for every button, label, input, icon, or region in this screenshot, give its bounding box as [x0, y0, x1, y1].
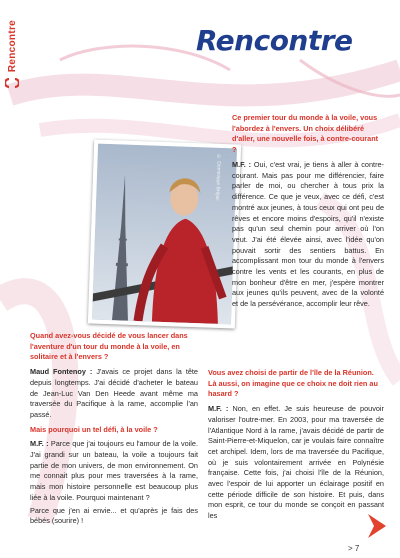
left-column [30, 331, 198, 551]
chevron-right-icon[interactable] [364, 512, 390, 540]
question-left-2: Mais pourquoi un tel défi, à la voile ? [30, 424, 158, 434]
photo-credit: © Dominique Bréjac [214, 153, 222, 201]
right-column-top [232, 113, 384, 160]
page-title: Rencontre [196, 24, 353, 57]
answer-left-2-text: Parce que j'ai toujours eu l'amour de la voile. J'ai grandi sur un bateau, la voile a toujours fait partie de mon univers, de mon environnement. On me connait plus pour mes traversées à la rame, mais mon histoire personnelle est beaucoup plus liée à la voile. Pourquoi maintenant ? [30, 439, 198, 502]
loop-icon [5, 76, 19, 90]
page-number: > 7 [348, 544, 360, 553]
section-label [2, 20, 22, 150]
section-label-text: Rencontre [6, 20, 18, 73]
answer-2-text: Non, en effet. Je suis heureuse de pouvoir valoriser l'outre-mer. En 2003, pour ma traversée de l'Atlantique Nord à la rame, j'avais décidé de partir de Saint-Pierre-et-Miquelon, car je voulais faire connaître cet archipel. Idem, lors de ma traversée du Pacifique, où je suis volontairement arrivée en Polynésie française. Cette fois, j'ai choisi l'île de la Réunion, avec l'espoir de lui apporter un éclairage positif en cette période difficile de son histoire. Et puis, dans mon esprit, ce tour du monde se conçoit en passant les [208, 404, 384, 521]
question-2: Vous avez choisi de partir de l'île de la Réunion. Là aussi, on imagine que ce choix ne doit rien au hasard ? [208, 368, 378, 399]
answer-left-1-text: J'avais ce projet dans la tête depuis longtemps. J'ai décidé d'acheter le bateau de Jean-Luc Van Den Heede avant même ma traversée du Pacifique à la rame, accomplie l'an passé. [30, 367, 198, 419]
answer-left-2-extra: Parce que j'en ai envie... et qu'après je fais des bébés (sourire) ! [30, 505, 198, 526]
question-left-1: Quand avez-vous décidé de vous lancer dans l'aventure d'un tour du monde à la voile, en solitaire et à l'envers ? [30, 331, 188, 362]
question-1: Ce premier tour du monde à la voile, vous l'abordez à l'envers. Un choix délibéré d'aller, une nouvelle fois, à contre-courant ? [232, 113, 379, 155]
right-column-bottom [208, 368, 384, 548]
answer-left-1-speaker: Maud Fontenoy : [30, 367, 93, 377]
answer-1-speaker: M.F. : [232, 160, 252, 169]
answer-1-block [232, 160, 384, 328]
portrait-photo [88, 139, 241, 328]
answer-2-speaker: M.F. : [208, 404, 229, 414]
answer-left-2-speaker: M.F. : [30, 439, 49, 449]
answer-1-text: Oui, c'est vrai, je tiens à aller à contre-courant. Mais pas pour me différencier, faire parler de moi, ou chercher à tous prix la différence. Ce que je veux, avec ce défi, c'est montré aux jeunes, à tous ceux qui ont peu de rêves et encore moins d'espoirs, qu'il n'existe pas qu'un seul chemin pour arriver où l'on veut. J'ai été élevée ainsi, avec l'idée qu'on pouvait sortir des sentiers battus. En accomplissant mon tour du monde à l'envers contre les vents et les courants, en plus de mon bonheur d'être en mer, j'espère montrer aux jeunes qu'ils peuvent, avec de la volonté et de la persévérance, accomplir leur rêve. [232, 160, 384, 309]
